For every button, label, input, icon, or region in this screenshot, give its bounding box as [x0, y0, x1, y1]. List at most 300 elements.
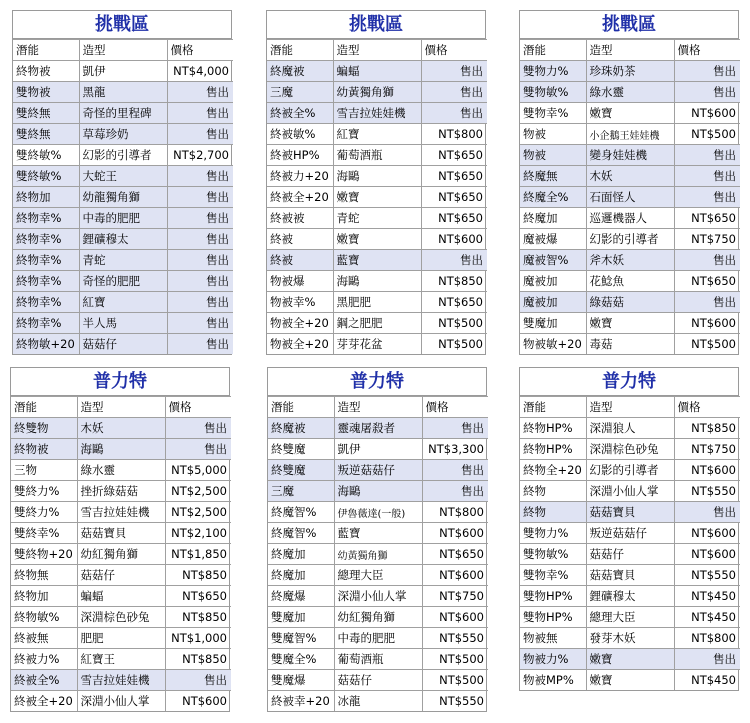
column-header: 造型 [334, 397, 422, 418]
table-row [520, 271, 740, 292]
style-cell: 菇菇寶貝 [586, 565, 674, 586]
potential-cell: 終魔加 [268, 565, 334, 586]
style-cell: 海鷗 [77, 439, 165, 460]
style-cell: 凱伊 [334, 439, 422, 460]
potential-cell: 終雙魔 [268, 439, 334, 460]
column-header: 價格 [422, 397, 488, 418]
style-cell: 紅寶王 [77, 649, 165, 670]
style-cell: 菇菇仔 [586, 544, 674, 565]
style-cell: 半人馬 [79, 313, 167, 334]
price-panel [10, 367, 230, 712]
price-cell: NT$500 [421, 334, 487, 355]
style-cell: 深淵小仙人掌 [334, 586, 422, 607]
table-row [267, 124, 487, 145]
table-row [520, 145, 740, 166]
price-cell: 售出 [167, 82, 233, 103]
potential-cell: 終物HP% [520, 418, 586, 439]
price-cell: 售出 [422, 418, 488, 439]
price-cell: NT$500 [674, 334, 740, 355]
potential-cell: 物被力% [520, 649, 586, 670]
table-row [13, 334, 233, 355]
price-cell: NT$800 [674, 628, 740, 649]
potential-cell: 終物幸% [13, 208, 79, 229]
style-cell: 青蛇 [79, 250, 167, 271]
price-cell: NT$550 [674, 481, 740, 502]
price-cell: 售出 [421, 250, 487, 271]
price-cell: NT$850 [165, 649, 231, 670]
style-cell: 幼龍獨角獅 [79, 187, 167, 208]
potential-cell: 物被無 [520, 628, 586, 649]
potential-cell: 雙魔加 [268, 607, 334, 628]
price-cell: NT$5,000 [165, 460, 231, 481]
table-header-row [11, 397, 231, 418]
table-row [268, 502, 488, 523]
potential-cell: 終被幸+20 [268, 691, 334, 712]
style-cell: 菇菇寶貝 [586, 502, 674, 523]
table-row [11, 607, 231, 628]
table-row [267, 187, 487, 208]
potential-cell: 雙終物+20 [11, 544, 77, 565]
table-row [268, 649, 488, 670]
table-row [520, 82, 740, 103]
price-cell: NT$850 [674, 418, 740, 439]
style-cell: 綠水靈 [586, 82, 674, 103]
table-row [13, 313, 233, 334]
price-cell: NT$600 [674, 523, 740, 544]
price-cell: 售出 [167, 187, 233, 208]
style-cell: 草莓珍奶 [79, 124, 167, 145]
table-row [13, 61, 233, 82]
potential-cell: 雙終敏% [13, 166, 79, 187]
style-cell: 藍寶 [333, 250, 421, 271]
table-row [11, 565, 231, 586]
price-cell: NT$2,500 [165, 481, 231, 502]
table-row [13, 166, 233, 187]
table-row [520, 502, 740, 523]
price-cell: 售出 [674, 187, 740, 208]
style-cell: 幼黃獨角獅 [334, 544, 422, 565]
style-cell: 嫩寶 [586, 103, 674, 124]
price-cell: 售出 [421, 103, 487, 124]
style-cell: 菇菇寶貝 [77, 523, 165, 544]
table-row [268, 544, 488, 565]
table-row [267, 103, 487, 124]
table-row [520, 649, 740, 670]
style-cell: 青蛇 [333, 208, 421, 229]
price-cell: NT$450 [674, 607, 740, 628]
table-row [268, 418, 488, 439]
price-table [11, 396, 231, 711]
style-cell: 蝙蝠 [333, 61, 421, 82]
price-cell: NT$750 [674, 229, 740, 250]
price-cell: 售出 [167, 271, 233, 292]
table-header-row [13, 40, 233, 61]
price-cell: NT$600 [422, 565, 488, 586]
table-row [11, 481, 231, 502]
potential-cell: 終物 [520, 502, 586, 523]
potential-cell: 雙物力% [520, 61, 586, 82]
price-cell: 售出 [167, 208, 233, 229]
table-row [267, 208, 487, 229]
price-cell: NT$550 [674, 565, 740, 586]
column-header: 潛能 [11, 397, 77, 418]
potential-cell: 雙終無 [13, 124, 79, 145]
style-cell: 靈魂屠殺者 [334, 418, 422, 439]
style-cell: 幻影的引導者 [586, 460, 674, 481]
potential-cell: 終被 [267, 250, 333, 271]
price-cell: 售出 [167, 229, 233, 250]
table-row [11, 586, 231, 607]
potential-cell: 終物敏+20 [13, 334, 79, 355]
price-cell: NT$600 [421, 229, 487, 250]
potential-cell: 物被幸% [267, 292, 333, 313]
style-cell: 小企鵝王娃娃機 [586, 124, 674, 145]
potential-cell: 雙物HP% [520, 586, 586, 607]
table-row [267, 166, 487, 187]
price-cell: NT$1,000 [165, 628, 231, 649]
price-panel [267, 367, 487, 712]
style-cell: 黑肥肥 [333, 292, 421, 313]
table-row [268, 439, 488, 460]
potential-cell: 物被全+20 [267, 313, 333, 334]
style-cell: 木妖 [77, 418, 165, 439]
potential-cell: 雙物被 [13, 82, 79, 103]
table-row [11, 544, 231, 565]
price-cell: 售出 [167, 292, 233, 313]
price-cell: NT$600 [422, 607, 488, 628]
column-header: 潛能 [13, 40, 79, 61]
style-cell: 大蛇王 [79, 166, 167, 187]
price-cell: NT$650 [422, 544, 488, 565]
potential-cell: 終物幸% [13, 271, 79, 292]
potential-cell: 終魔全% [520, 187, 586, 208]
table-row [13, 229, 233, 250]
style-cell: 鋰礦穆太 [79, 229, 167, 250]
table-row [520, 628, 740, 649]
price-cell: NT$850 [165, 607, 231, 628]
table-row [267, 250, 487, 271]
potential-cell: 終魔被 [267, 61, 333, 82]
style-cell: 幻影的引導者 [586, 229, 674, 250]
potential-cell: 終物加 [13, 187, 79, 208]
table-row [11, 649, 231, 670]
table-row [520, 418, 740, 439]
potential-cell: 魔被加 [520, 271, 586, 292]
column-header: 潛能 [268, 397, 334, 418]
style-cell: 伊魯薇達(一般) [334, 502, 422, 523]
table-row [520, 292, 740, 313]
potential-cell: 終被全% [267, 103, 333, 124]
price-cell: 售出 [674, 250, 740, 271]
price-cell: NT$1,850 [165, 544, 231, 565]
table-row [13, 250, 233, 271]
price-cell: NT$450 [674, 670, 740, 691]
potential-cell: 終物 [520, 481, 586, 502]
price-cell: 售出 [167, 103, 233, 124]
style-cell: 幻影的引導者 [79, 145, 167, 166]
table-row [13, 103, 233, 124]
table-row [267, 334, 487, 355]
table-row [268, 523, 488, 544]
potential-cell: 雙終無 [13, 103, 79, 124]
table-row [267, 229, 487, 250]
potential-cell: 終魔被 [268, 418, 334, 439]
style-cell: 深淵棕色砂兔 [77, 607, 165, 628]
potential-cell: 終被力+20 [267, 166, 333, 187]
price-cell: NT$550 [422, 691, 488, 712]
style-cell: 深淵棕色砂兔 [586, 439, 674, 460]
price-cell: NT$800 [421, 124, 487, 145]
potential-cell: 終被敏% [267, 124, 333, 145]
table-row [520, 166, 740, 187]
column-header: 價格 [165, 397, 231, 418]
style-cell: 花鯰魚 [586, 271, 674, 292]
table-row [520, 670, 740, 691]
price-cell: 售出 [674, 61, 740, 82]
price-cell: 售出 [674, 649, 740, 670]
table-row [268, 586, 488, 607]
panel-title: 挑戰區 [520, 11, 738, 39]
table-row [11, 691, 231, 712]
style-cell: 嫩寶 [586, 670, 674, 691]
potential-cell: 雙終力% [11, 502, 77, 523]
potential-cell: 物被 [520, 145, 586, 166]
style-cell: 嫩寶 [333, 229, 421, 250]
table-row [13, 208, 233, 229]
price-cell: 售出 [167, 334, 233, 355]
table-row [267, 82, 487, 103]
table-row [267, 61, 487, 82]
potential-cell: 雙終力% [11, 481, 77, 502]
potential-cell: 終物加 [11, 586, 77, 607]
price-cell: NT$600 [674, 313, 740, 334]
potential-cell: 終被被 [267, 208, 333, 229]
table-row [268, 565, 488, 586]
style-cell: 葡萄酒瓶 [334, 649, 422, 670]
column-header: 造型 [586, 40, 674, 61]
potential-cell: 終魔智% [268, 523, 334, 544]
potential-cell: 魔被智% [520, 250, 586, 271]
style-cell: 綠水靈 [77, 460, 165, 481]
price-cell: NT$650 [421, 166, 487, 187]
price-cell: NT$650 [674, 208, 740, 229]
price-cell: NT$4,000 [167, 61, 233, 82]
potential-cell: 雙魔全% [268, 649, 334, 670]
panel-title: 挑戰區 [13, 11, 231, 39]
potential-cell: 雙魔加 [520, 313, 586, 334]
panel-title: 普力特 [11, 368, 229, 396]
style-cell: 嫩寶 [333, 187, 421, 208]
style-cell: 挫折綠菇菇 [77, 481, 165, 502]
table-header-row [520, 397, 740, 418]
style-cell: 菇菇仔 [79, 334, 167, 355]
style-cell: 鋰礦穆太 [586, 586, 674, 607]
column-header: 造型 [77, 397, 165, 418]
price-cell: 售出 [674, 145, 740, 166]
table-row [11, 670, 231, 691]
table-row [13, 187, 233, 208]
price-cell: 售出 [674, 502, 740, 523]
table-row [267, 313, 487, 334]
price-table [520, 39, 740, 354]
style-cell: 鋼之肥肥 [333, 313, 421, 334]
style-cell: 海鷗 [333, 271, 421, 292]
potential-cell: 終被全% [11, 670, 77, 691]
potential-cell: 雙終幸% [11, 523, 77, 544]
price-cell: 售出 [421, 61, 487, 82]
price-cell: NT$850 [421, 271, 487, 292]
price-panel [266, 10, 486, 355]
price-table [520, 396, 740, 690]
style-cell: 芽芽花盆 [333, 334, 421, 355]
style-cell: 嫩寶 [586, 649, 674, 670]
style-cell: 菇菇仔 [334, 670, 422, 691]
potential-cell: 物被 [520, 124, 586, 145]
price-cell: NT$600 [165, 691, 231, 712]
potential-cell: 雙物敏% [520, 82, 586, 103]
table-row [520, 250, 740, 271]
table-row [520, 229, 740, 250]
style-cell: 木妖 [586, 166, 674, 187]
potential-cell: 物被MP% [520, 670, 586, 691]
style-cell: 中毒的肥肥 [79, 208, 167, 229]
table-row [11, 628, 231, 649]
column-header: 造型 [586, 397, 674, 418]
style-cell: 奇怪的里程碑 [79, 103, 167, 124]
table-row [267, 145, 487, 166]
table-row [13, 124, 233, 145]
price-cell: 售出 [167, 313, 233, 334]
style-cell: 總理大臣 [586, 607, 674, 628]
price-cell: NT$750 [422, 586, 488, 607]
price-cell: NT$600 [674, 544, 740, 565]
price-table [268, 396, 488, 711]
price-cell: NT$850 [165, 565, 231, 586]
style-cell: 叛逆菇菇仔 [586, 523, 674, 544]
price-cell: NT$600 [674, 460, 740, 481]
table-row [520, 523, 740, 544]
potential-cell: 雙物力% [520, 523, 586, 544]
potential-cell: 魔被加 [520, 292, 586, 313]
price-cell: NT$650 [165, 586, 231, 607]
style-cell: 奇怪的肥肥 [79, 271, 167, 292]
style-cell: 變身娃娃機 [586, 145, 674, 166]
table-row [11, 418, 231, 439]
style-cell: 蝙蝠 [77, 586, 165, 607]
table-row [520, 565, 740, 586]
style-cell: 紅寶 [333, 124, 421, 145]
column-header: 價格 [674, 40, 740, 61]
potential-cell: 雙魔爆 [268, 670, 334, 691]
potential-cell: 終魔無 [520, 166, 586, 187]
style-cell: 嫩寶 [586, 313, 674, 334]
potential-cell: 三魔 [268, 481, 334, 502]
table-row [520, 103, 740, 124]
panel-title: 挑戰區 [267, 11, 485, 39]
price-cell: NT$600 [674, 103, 740, 124]
price-cell: 售出 [165, 670, 231, 691]
potential-cell: 物被爆 [267, 271, 333, 292]
table-row [520, 334, 740, 355]
table-row [13, 145, 233, 166]
table-row [268, 607, 488, 628]
price-table [13, 39, 233, 354]
potential-cell: 終被HP% [267, 145, 333, 166]
style-cell: 黑龍 [79, 82, 167, 103]
style-cell: 巡邏機器人 [586, 208, 674, 229]
potential-cell: 終魔加 [520, 208, 586, 229]
table-row [520, 460, 740, 481]
potential-cell: 終物被 [13, 61, 79, 82]
potential-cell: 物被敏+20 [520, 334, 586, 355]
potential-cell: 終被全+20 [267, 187, 333, 208]
table-row [268, 691, 488, 712]
price-cell: NT$500 [674, 124, 740, 145]
table-row [520, 124, 740, 145]
column-header: 價格 [167, 40, 233, 61]
style-cell: 深淵小仙人掌 [77, 691, 165, 712]
potential-cell: 終物幸% [13, 229, 79, 250]
potential-cell: 終物幸% [13, 313, 79, 334]
style-cell: 深淵狼人 [586, 418, 674, 439]
style-cell: 雪吉拉娃娃機 [77, 502, 165, 523]
potential-cell: 魔被爆 [520, 229, 586, 250]
table-row [267, 292, 487, 313]
style-cell: 綠菇菇 [586, 292, 674, 313]
style-cell: 海鷗 [333, 166, 421, 187]
price-cell: 售出 [165, 439, 231, 460]
table-row [268, 481, 488, 502]
table-row [11, 502, 231, 523]
price-panel [519, 10, 739, 355]
table-row [13, 271, 233, 292]
potential-cell: 雙終敏% [13, 145, 79, 166]
style-cell: 雪吉拉娃娃機 [77, 670, 165, 691]
price-panel [12, 10, 232, 355]
price-cell: NT$650 [421, 145, 487, 166]
price-table [267, 39, 487, 354]
table-row [520, 439, 740, 460]
price-cell: NT$550 [422, 628, 488, 649]
potential-cell: 雙魔智% [268, 628, 334, 649]
table-row [11, 523, 231, 544]
price-cell: NT$500 [421, 313, 487, 334]
price-cell: NT$650 [674, 271, 740, 292]
table-row [520, 481, 740, 502]
potential-cell: 終魔加 [268, 544, 334, 565]
price-cell: NT$650 [421, 208, 487, 229]
price-cell: NT$2,700 [167, 145, 233, 166]
price-cell: NT$650 [421, 187, 487, 208]
price-cell: 售出 [674, 82, 740, 103]
style-cell: 發芽木妖 [586, 628, 674, 649]
price-cell: NT$800 [422, 502, 488, 523]
price-cell: NT$2,500 [165, 502, 231, 523]
column-header: 潛能 [520, 397, 586, 418]
potential-cell: 終物被 [11, 439, 77, 460]
table-row [11, 439, 231, 460]
column-header: 價格 [421, 40, 487, 61]
style-cell: 深淵小仙人掌 [586, 481, 674, 502]
potential-cell: 雙物敏% [520, 544, 586, 565]
potential-cell: 終魔爆 [268, 586, 334, 607]
price-cell: 售出 [421, 82, 487, 103]
potential-cell: 雙物幸% [520, 103, 586, 124]
potential-cell: 三魔 [267, 82, 333, 103]
potential-cell: 終物幸% [13, 292, 79, 313]
style-cell: 冰龍 [334, 691, 422, 712]
price-cell: NT$600 [422, 523, 488, 544]
